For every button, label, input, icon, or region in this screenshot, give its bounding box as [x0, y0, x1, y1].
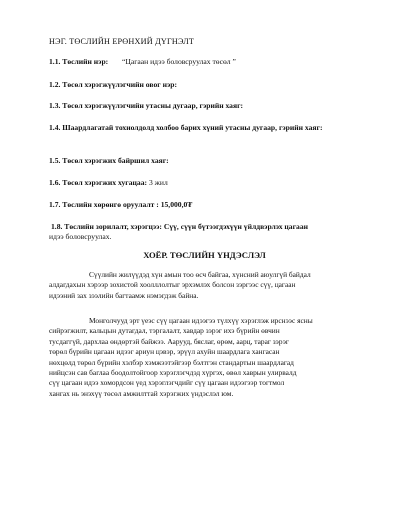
- item-1-8: [51, 222, 387, 232]
- item-1-3: 1.3. Төсөл хэрэгжүүлэгчийн утасны дугаар, гэрийн хаяг:: [49, 101, 244, 110]
- item-1-7: 1.7. Төслийн хөрөнгө оруулалт : 15,000,0₮: [49, 200, 193, 209]
- paragraph-1-line: алдагдахын хэрээр зохистой хоолллолтыг эрхэмлэх болсон зэргээс сүү, цагаан: [49, 280, 296, 290]
- item-1-1-value: “Цагаан идээ боловсруулах төсөл ”: [122, 57, 236, 66]
- item-1-8-value: Сүү, сүүн бүтээгдэхүүн үйлдвэрлэх цагаан: [163, 222, 309, 231]
- paragraph-2-line: тусдаггүй, дархлаа өндөртэй байжээ. Аарууд, бяслаг, өрөм, аарц, тараг зэрэг: [49, 336, 289, 346]
- paragraph-2-line: сүү цагаан идээ хомордсон үед хэрэглэгчдийг сүү цагаан идээгээр тогтмол: [49, 378, 285, 388]
- item-1-8-label: 1.8. Төслийн зорилалт, хэрэгцээ:: [51, 222, 162, 231]
- paragraph-2-cont: [49, 326, 387, 399]
- item-1-6-label: 1.6. Төсөл хэрэгжих хугацаа:: [49, 178, 148, 187]
- item-1-4: 1.4. Шаардлагатай тохиолдолд холбоо барих хүний утасны дугаар, гэрийн хаяг:: [49, 123, 323, 132]
- paragraph-1: [49, 270, 387, 280]
- item-1-1: [49, 57, 387, 67]
- paragraph-1-cont: [49, 280, 387, 301]
- item-1-8-continuation: идээ боловсруулах.: [49, 232, 112, 241]
- paragraph-2-line: Монголчууд эрт үеэс сүү цагаан идээгээ түлхүү хэрэглэж ирснээс ясны: [89, 316, 313, 325]
- item-1-5: 1.5. Төсөл хэрэгжих байршил хаяг:: [49, 156, 169, 165]
- item-1-6-value: 3 жил: [148, 178, 168, 187]
- paragraph-2-line: нөхцөлд төрөл бүрийн хэлбэр хэмжээтэйгээр бэлтгэн стандартын шаардлагад: [49, 357, 294, 367]
- item-1-1-label: 1.1. Төслийн нэр:: [49, 57, 109, 66]
- paragraph-2-line: нийцсэн сав баглаа боодолтойгоор хэрэглэгчдэд хүргэх, өвөл хаврын улирвалд: [49, 368, 297, 378]
- paragraph-2: [49, 316, 387, 326]
- document-title: НЭГ. ТӨСЛИЙН ЕРӨНХИЙ ДҮГНЭЛТ: [49, 37, 195, 46]
- paragraph-2-line: төрөл бүрийн цагаан идээг ариун цэвэр, эрүүл ахуйн шаардлага хангасан: [49, 347, 280, 357]
- item-1-6: [49, 178, 387, 188]
- paragraph-1-line: Сүүлийн жилүүдэд хүн амын тоо өсч байгаа, хүнсний аюулгүй байдал: [89, 270, 311, 279]
- item-1-2: 1.2. Төсөл хэрэгжүүлэгчийн овог нэр:: [49, 80, 178, 89]
- section-2-title: ХОЁР. ТӨСЛИЙН ҮНДЭСЛЭЛ: [143, 250, 266, 260]
- paragraph-1-line: идээний зах зээлийн багтаамж нэмэгдэж байна.: [49, 290, 199, 300]
- paragraph-2-line: хангах нь энэхүү төсөл амжилттай хэрэгжих үндэслэл юм.: [49, 388, 234, 398]
- paragraph-2-line: сийрэгжилт, кальцын дутагдал, тэргалалт, хавдар зэрэг ихэ бүрийн өвчин: [49, 326, 280, 336]
